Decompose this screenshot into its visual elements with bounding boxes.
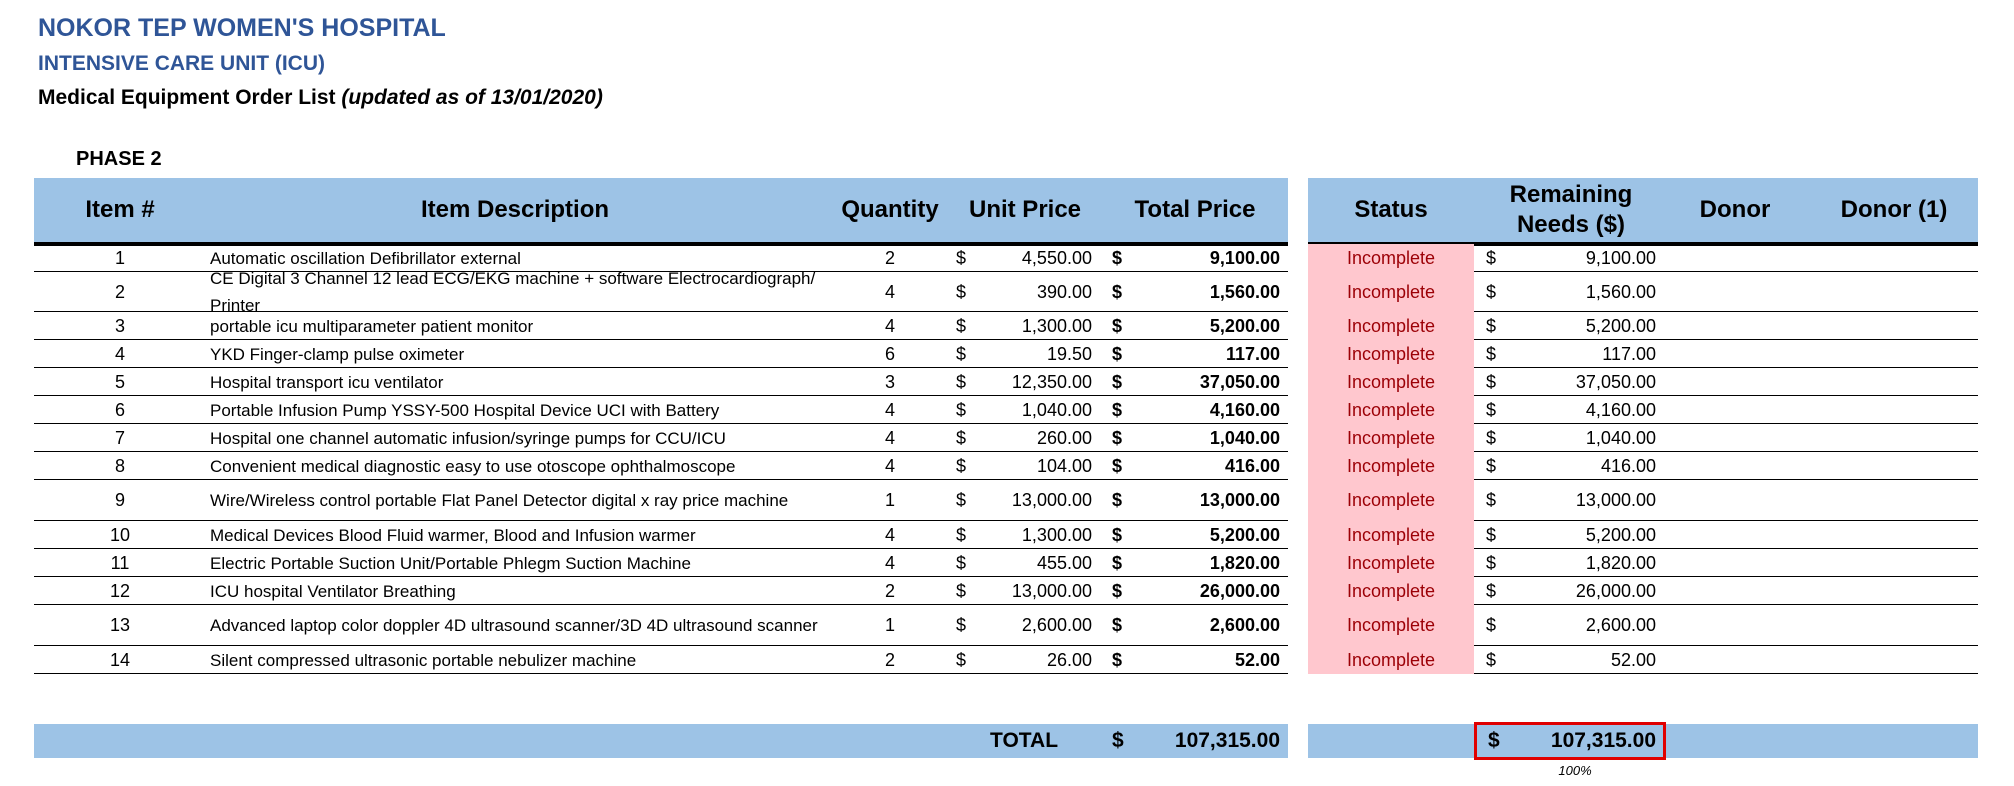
row-unit-price: 1,300.00 [1021,315,1092,336]
table-row [0,521,2014,549]
row-total-currency: $ [1112,343,1123,364]
row-status: Incomplete [1308,521,1474,549]
col-header-status: Status [1354,196,1428,223]
row-unit-currency: $ [956,615,967,635]
row-unit-currency: $ [956,552,967,573]
row-status: Incomplete [1308,577,1474,605]
row-remaining-currency: $ [1486,399,1497,420]
row-quantity: 4 [884,524,895,545]
row-description: YKD Finger-clamp pulse oximeter [210,344,465,364]
unit-name: INTENSIVE CARE UNIT (ICU) [38,52,326,75]
row-total-currency: $ [1112,427,1123,448]
list-title [38,86,603,110]
table-row [0,480,2014,521]
row-item-number: 1 [114,247,125,268]
row-total-currency: $ [1112,315,1123,336]
row-quantity: 4 [884,552,895,573]
row-total-price: 416.00 [1224,455,1280,476]
row-unit-price: 1,040.00 [1021,399,1092,420]
row-remaining-currency: $ [1486,455,1497,476]
row-remaining-currency: $ [1486,649,1497,670]
row-remaining-currency: $ [1486,615,1497,635]
table-row [0,312,2014,340]
row-total-currency: $ [1112,399,1123,420]
row-total-price: 4,160.00 [1209,399,1280,420]
row-total-price: 1,820.00 [1209,552,1280,573]
remaining-percent: 100% [1558,763,1592,778]
table-row [0,396,2014,424]
row-total-currency: $ [1112,490,1123,510]
row-item-number: 5 [114,371,125,392]
row-total-price: 117.00 [1225,343,1280,364]
row-status: Incomplete [1308,424,1474,452]
row-unit-currency: $ [956,371,967,392]
col-header-item: Item # [85,196,155,223]
table-row [0,269,2014,315]
row-item-number: 8 [114,455,125,476]
row-remaining-value: 5,200.00 [1585,524,1656,545]
table-row [0,605,2014,646]
row-total-price: 5,200.00 [1209,315,1280,336]
row-total-price: 1,040.00 [1209,427,1280,448]
row-quantity: 2 [884,580,895,601]
phase-label: PHASE 2 [76,148,162,170]
row-remaining-value: 9,100.00 [1585,247,1656,268]
row-remaining-currency: $ [1486,343,1497,364]
row-unit-currency: $ [956,490,967,510]
row-unit-price: 2,600.00 [1021,615,1092,635]
col-header-description: Item Description [420,196,610,223]
row-item-number: 7 [114,427,125,448]
row-unit-price: 260.00 [1036,427,1092,448]
row-item-number: 13 [109,615,131,635]
row-item-number: 2 [114,281,125,302]
row-unit-price: 390.00 [1036,281,1092,302]
row-status: Incomplete [1308,646,1474,674]
col-header-remaining-line1: Remaining [1509,181,1633,208]
row-total-price: 26,000.00 [1199,580,1280,601]
row-quantity: 4 [884,315,895,336]
row-unit-currency: $ [956,281,967,302]
row-unit-price: 12,350.00 [1011,371,1092,392]
row-item-number: 9 [114,490,125,510]
col-header-total-price: Total Price [1134,196,1256,223]
row-unit-currency: $ [956,455,967,476]
col-header-unit-price: Unit Price [968,196,1082,223]
total-label: TOTAL [990,729,1059,752]
row-remaining-value: 416.00 [1600,455,1656,476]
table-row [0,368,2014,396]
updated-date: (updated as of 13/01/2020) [341,86,603,109]
row-description: Medical Devices Blood Fluid warmer, Blood and Infusion warmer [210,525,696,545]
row-description: Automatic oscillation Defibrillator external [210,248,521,268]
row-unit-currency: $ [956,399,967,420]
row-remaining-value: 1,560.00 [1585,281,1656,302]
row-status: Incomplete [1308,312,1474,340]
row-total-currency: $ [1112,247,1123,268]
row-status: Incomplete [1308,396,1474,424]
col-header-remaining [1478,178,1664,242]
table-row [0,549,2014,577]
row-item-number: 14 [109,649,131,670]
row-remaining-currency: $ [1486,524,1497,545]
row-description: Advanced laptop color doppler 4D ultrasound scanner/3D 4D ultrasound scanner [210,616,818,635]
row-total-currency: $ [1112,552,1123,573]
row-description: ICU hospital Ventilator Breathing [210,581,456,601]
row-status: Incomplete [1308,272,1474,312]
row-description: Hospital transport icu ventilator [210,372,444,392]
row-remaining-currency: $ [1486,281,1497,302]
row-description: Wire/Wireless control portable Flat Panel Detector digital x ray price machine [210,491,789,510]
row-description: Electric Portable Suction Unit/Portable Phlegm Suction Machine [210,553,691,573]
row-total-currency: $ [1112,455,1123,476]
row-item-number: 4 [114,343,125,364]
row-quantity: 4 [884,399,895,420]
row-unit-currency: $ [956,524,967,545]
row-description: CE Digital 3 Channel 12 lead ECG/EKG machine + software Electrocardiograph/ Printer [210,269,816,315]
row-quantity: 1 [884,615,895,635]
row-remaining-currency: $ [1486,427,1497,448]
row-quantity: 6 [884,343,895,364]
row-remaining-value: 5,200.00 [1585,315,1656,336]
table-row [0,452,2014,480]
row-quantity: 1 [884,490,895,510]
row-quantity: 2 [884,649,895,670]
row-description: Hospital one channel automatic infusion/syringe pumps for CCU/ICU [210,428,726,448]
row-unit-price: 1,300.00 [1021,524,1092,545]
row-unit-price: 26.00 [1046,649,1092,670]
row-total-price: 13,000.00 [1199,490,1280,510]
row-total-price: 52.00 [1234,649,1280,670]
row-status: Incomplete [1308,368,1474,396]
row-item-number: 11 [110,552,130,573]
row-total-price: 5,200.00 [1209,524,1280,545]
row-status: Incomplete [1308,452,1474,480]
remaining-total-currency: $ [1488,729,1500,752]
row-total-price: 37,050.00 [1199,371,1280,392]
row-unit-price: 13,000.00 [1011,580,1092,601]
row-quantity: 4 [884,455,895,476]
row-total-price: 9,100.00 [1209,247,1280,268]
row-remaining-currency: $ [1486,490,1497,510]
row-unit-price: 4,550.00 [1021,247,1092,268]
table-row [0,424,2014,452]
row-item-number: 6 [114,399,125,420]
total-currency: $ [1112,729,1124,752]
row-remaining-value: 52.00 [1610,649,1656,670]
row-unit-currency: $ [956,427,967,448]
row-remaining-currency: $ [1486,315,1497,336]
row-total-currency: $ [1112,371,1123,392]
row-item-number: 10 [109,524,131,545]
row-description: Convenient medical diagnostic easy to use otoscope ophthalmoscope [210,456,736,476]
row-remaining-value: 26,000.00 [1575,580,1656,601]
row-item-number: 12 [109,580,131,601]
row-unit-currency: $ [956,580,967,601]
row-status: Incomplete [1308,480,1474,521]
row-quantity: 4 [884,427,895,448]
row-unit-price: 455.00 [1036,552,1092,573]
row-unit-price: 13,000.00 [1011,490,1092,510]
row-remaining-currency: $ [1486,371,1497,392]
table-row [0,646,2014,674]
row-remaining-currency: $ [1486,247,1497,268]
row-remaining-value: 117.00 [1602,343,1656,364]
row-remaining-currency: $ [1486,552,1497,573]
table-row [0,340,2014,368]
table-row [0,577,2014,605]
col-header-quantity: Quantity [841,196,939,223]
row-quantity: 4 [884,281,895,302]
row-description: portable icu multiparameter patient monitor [210,316,534,336]
hospital-name: NOKOR TEP WOMEN'S HOSPITAL [38,14,446,42]
row-status: Incomplete [1308,549,1474,577]
row-quantity: 3 [884,371,895,392]
row-unit-price: 104.00 [1036,455,1092,476]
col-header-donor: Donor [1699,196,1771,223]
row-quantity: 2 [884,247,895,268]
row-total-currency: $ [1112,649,1123,670]
total-band-left [34,724,1288,758]
row-total-price: 1,560.00 [1209,281,1280,302]
row-unit-currency: $ [956,343,967,364]
row-remaining-value: 37,050.00 [1575,371,1656,392]
row-total-currency: $ [1112,281,1123,302]
row-description: Silent compressed ultrasonic portable nebulizer machine [210,650,637,670]
row-unit-price: 19.50 [1046,343,1092,364]
row-unit-currency: $ [956,649,967,670]
row-description: Portable Infusion Pump YSSY-500 Hospital Device UCI with Battery [210,400,720,420]
row-total-currency: $ [1112,524,1123,545]
row-total-price: 2,600.00 [1209,615,1280,635]
row-unit-currency: $ [956,247,967,268]
col-header-donor1: Donor (1) [1840,196,1948,223]
row-remaining-value: 2,600.00 [1585,615,1656,635]
row-total-currency: $ [1112,580,1123,601]
row-status: Incomplete [1308,605,1474,646]
row-remaining-value: 13,000.00 [1575,490,1656,510]
col-header-remaining-line2: Needs ($) [1516,211,1626,238]
row-status: Incomplete [1308,244,1474,272]
row-remaining-value: 1,040.00 [1585,427,1656,448]
remaining-total-value: 107,315.00 [1550,729,1656,752]
row-remaining-value: 1,820.00 [1585,552,1656,573]
row-unit-currency: $ [956,315,967,336]
list-title-text: Medical Equipment Order List [38,86,336,109]
row-item-number: 3 [114,315,125,336]
row-total-currency: $ [1112,615,1123,635]
row-remaining-currency: $ [1486,580,1497,601]
row-remaining-value: 4,160.00 [1585,399,1656,420]
row-status: Incomplete [1308,340,1474,368]
total-price-value: 107,315.00 [1174,729,1280,752]
